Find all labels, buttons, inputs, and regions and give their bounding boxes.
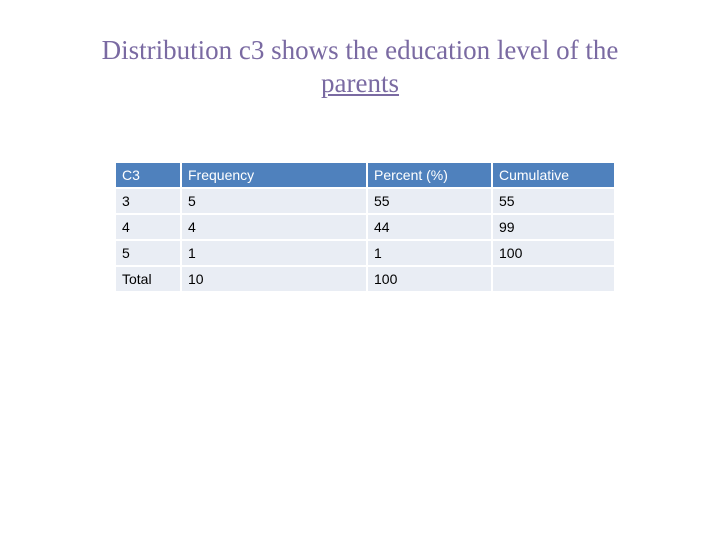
cell-percent: 1 [368, 241, 491, 265]
cell-percent: 100 [368, 267, 491, 291]
title-line-2: parents [321, 68, 399, 98]
slide-title [40, 34, 680, 100]
cell-cumulative: 55 [493, 189, 614, 213]
cell-c3: 3 [116, 189, 180, 213]
cell-frequency: 4 [182, 215, 366, 239]
title-line-1: Distribution c3 shows the education level of the [101, 35, 619, 65]
cell-frequency: 1 [182, 241, 366, 265]
cell-c3: 5 [116, 241, 180, 265]
table-row [116, 215, 614, 239]
header-c3: C3 [116, 163, 180, 187]
distribution-table [114, 161, 616, 293]
cell-frequency: 10 [182, 267, 366, 291]
cell-cumulative: 100 [493, 241, 614, 265]
table-row-total [116, 267, 614, 291]
cell-cumulative [493, 267, 614, 291]
cell-c3: Total [116, 267, 180, 291]
header-percent: Percent (%) [368, 163, 491, 187]
table-header-row [116, 163, 614, 187]
cell-cumulative: 99 [493, 215, 614, 239]
cell-frequency: 5 [182, 189, 366, 213]
cell-c3: 4 [116, 215, 180, 239]
table-row [116, 189, 614, 213]
header-frequency: Frequency [182, 163, 366, 187]
cell-percent: 55 [368, 189, 491, 213]
table-row [116, 241, 614, 265]
header-cumulative: Cumulative [493, 163, 614, 187]
cell-percent: 44 [368, 215, 491, 239]
